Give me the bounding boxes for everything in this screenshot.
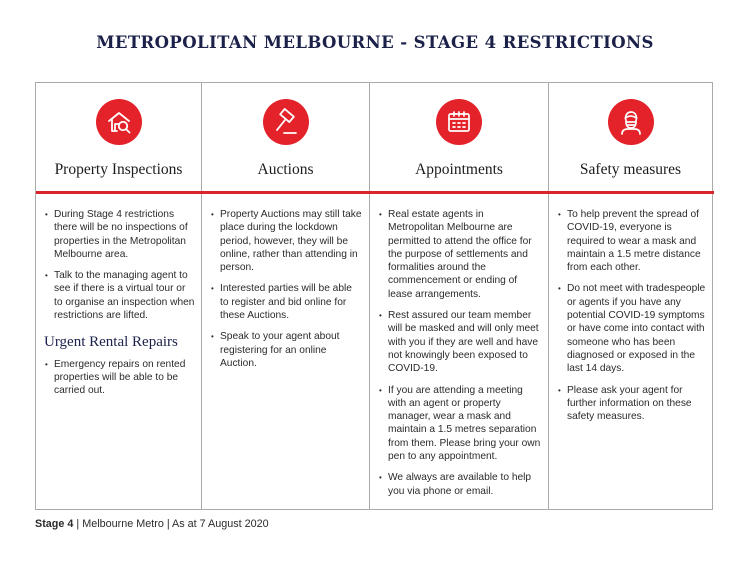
footer-stage: Stage 4 — [35, 518, 74, 530]
column-body — [370, 208, 548, 506]
header-divider — [36, 191, 714, 194]
list-item: • To help prevent the spread of COVID-19, everyone is required to wear a mask and maintain a 1.5 metre distance from each other. — [557, 208, 706, 274]
masked-person-icon — [608, 99, 654, 145]
column-header — [370, 83, 548, 193]
house-search-icon — [96, 99, 142, 145]
list-item: • Do not meet with tradespeople or agents if you have any potential COVID-19 symptoms or have come into contact with someone who has been diagnosed or exposed in the last 14 days. — [557, 282, 706, 375]
footer — [35, 518, 269, 530]
column-header — [202, 83, 369, 193]
column-property-inspections — [36, 83, 201, 509]
column-title: Appointments — [415, 161, 503, 178]
list-item: • Real estate agents in Metropolitan Melbourne are permitted to attend the office for the purpose of settlements and formalities around the commencement or ending of lease arrangements. — [378, 208, 542, 301]
list-item: • Speak to your agent about registering for an online Auction. — [210, 330, 363, 370]
list-item: • Rest assured our team member will be masked and will only meet with you if they are well and have not knowingly been exposed to COVID-19. — [378, 309, 542, 375]
column-header — [549, 83, 712, 193]
column-body — [36, 208, 201, 406]
column-header — [36, 83, 201, 193]
column-body — [549, 208, 712, 431]
list-item: • During Stage 4 restrictions there will be no inspections of properties in the Metropolitan Melbourne area. — [44, 208, 195, 261]
column-safety-measures — [548, 83, 712, 509]
column-title: Safety measures — [579, 161, 682, 178]
list-item: • If you are attending a meeting with an agent or property manager, wear a mask and maintain a 1.5 metres separation from them. Please bring your own pen to any appointment. — [378, 384, 542, 464]
column-title: Auctions — [257, 161, 314, 178]
list-item: • Property Auctions may still take place during the lockdown period, however, they will be online, rather than attending in person. — [210, 208, 363, 274]
column-body — [202, 208, 369, 378]
list-item: • We always are available to help you via phone or email. — [378, 471, 542, 498]
gavel-icon — [263, 99, 309, 145]
list-item: • Interested parties will be able to register and bid online for these Auctions. — [210, 282, 363, 322]
column-auctions — [201, 83, 369, 509]
calendar-icon — [436, 99, 482, 145]
page-title: METROPOLITAN MELBOURNE - STAGE 4 RESTRICTIONS — [96, 33, 654, 52]
footer-details: | Melbourne Metro | As at 7 August 2020 — [73, 518, 269, 530]
column-title: Property Inspections — [54, 161, 183, 178]
urgent-repairs-heading: Urgent Rental Repairs — [44, 334, 178, 351]
list-item: • Talk to the managing agent to see if there is a virtual tour or to organise an inspection when restrictions are lifted. — [44, 269, 195, 322]
restrictions-table — [35, 82, 713, 510]
column-appointments — [369, 83, 548, 509]
list-item: • Emergency repairs on rented properties will be able to be carried out. — [44, 358, 195, 398]
list-item: • Please ask your agent for further information on these safety measures. — [557, 384, 706, 424]
